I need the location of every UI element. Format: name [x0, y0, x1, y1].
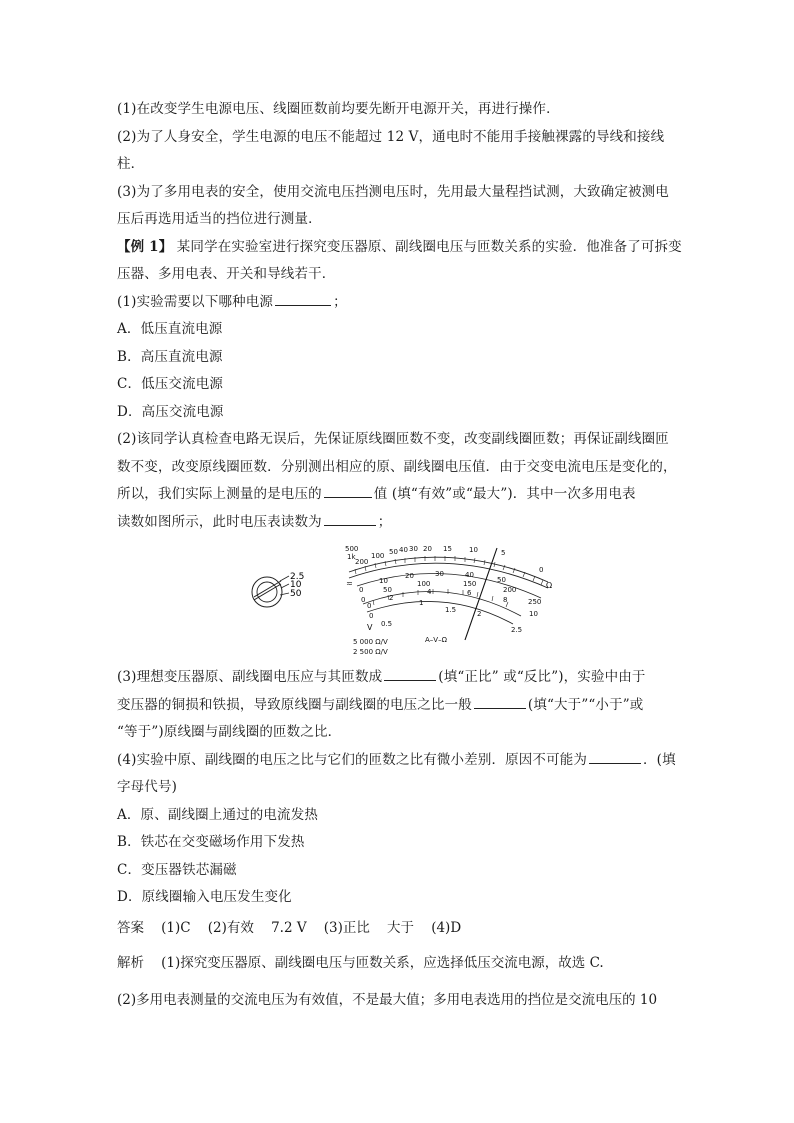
ohm-tick-label: 100	[371, 552, 385, 560]
ohm-tick-label: 40	[399, 546, 408, 554]
dial-label-10: 10	[290, 580, 302, 590]
ohm-tick-label: 5	[501, 549, 506, 557]
scale-label: 2	[389, 594, 394, 602]
scale-label: 10	[379, 577, 388, 585]
answer-blank	[275, 291, 331, 306]
note-1: (1)在改变学生电源电压、线圈匝数前均要先断开电源开关，再进行操作．	[117, 101, 560, 117]
answer-blank	[384, 666, 436, 681]
scale-label: 4	[427, 588, 432, 596]
ohm-unit-symbol: Ω	[546, 581, 553, 590]
ohm-tick-label: 500	[345, 545, 359, 553]
answer-line: 答案 (1)C (2)有效 7.2 V (3)正比 大于 (4)D	[117, 919, 462, 936]
example-intro: 【例 1】 某同学在实验室进行探究变压器原、副线圈电压与匝数关系的实验．他准备了可拆变	[117, 238, 682, 255]
question-2-line-3: 所以，我们实际上测量的是电压的 值 (填“有效”或“最大”)．其中一次多用电表	[117, 481, 682, 509]
option-b: B．高压直流电源	[117, 348, 223, 365]
option-c: C．低压交流电源	[117, 376, 224, 392]
q4-option-c: C．变压器铁芯漏磁	[117, 861, 237, 878]
answer-blank	[324, 483, 372, 498]
ohm-tick-label: 1k	[347, 553, 356, 561]
note-3-cont: 压后再选用适当的挡位进行测量．	[117, 211, 322, 227]
scale-label: 0.5	[381, 620, 393, 628]
option-a: A．低压直流电源	[117, 321, 223, 337]
scale-label: 0	[361, 596, 366, 604]
meter-face	[343, 542, 553, 658]
question-4-line-1: (4)实验中原、副线圈的电压之比与它们的匝数之比有微小差别．原因不可能为 ．(填	[117, 747, 682, 775]
scale-label: 0	[359, 586, 364, 594]
ohm-tick-label: 0	[539, 566, 544, 574]
dial-label-50: 50	[290, 589, 302, 599]
note-2: (2)为了人身安全，学生电源的电压不能超过 12 V，通电时不能用手接触裸露的导线和接线	[117, 128, 665, 145]
scale-label: 2	[477, 610, 482, 618]
maker-label: A–V–Ω	[425, 636, 447, 644]
scale-label: 50	[383, 586, 392, 594]
q4-option-b: B．铁芯在交变磁场作用下发热	[117, 834, 305, 850]
multimeter-figure	[117, 542, 682, 660]
range-selector-dial	[245, 562, 320, 622]
question-2-line-2: 数不变，改变原线圈匝数．分别测出相应的原、副线圈电压值．由于交变电流电压是变化的，	[117, 458, 677, 475]
scale-label: 0	[367, 602, 372, 610]
scale-label: 50	[497, 576, 506, 584]
ohm-tick-label: 10	[469, 546, 478, 554]
scale-label: 250	[528, 598, 542, 606]
dial-label-2-5: 2.5	[290, 572, 305, 582]
analysis-line-1: 解析 (1)探究变压器原、副线圈电压与匝数关系，应选择低压交流电源，故选 C.	[117, 954, 604, 971]
ohm-tick-label: 20	[423, 545, 432, 553]
q4-option-a: A．原、副线圈上通过的电流发热	[117, 806, 318, 823]
scale-label: 150	[463, 580, 477, 588]
spec-label: 2 500 Ω/V	[353, 648, 388, 656]
question-2-line-4: 读数如图所示，此时电压表读数为 ；	[117, 509, 682, 537]
scale-label: 100	[417, 580, 431, 588]
dc-symbol: ≂	[346, 579, 353, 588]
ohm-tick-label: 30	[409, 545, 418, 553]
q4-option-d: D．原线圈输入电压发生变化	[117, 889, 292, 905]
ohm-tick-label: 200	[355, 558, 369, 566]
scale-label: 1.5	[445, 606, 457, 614]
scale-label: 8	[503, 596, 508, 604]
scale-label: 0	[369, 612, 374, 620]
question-4-line-2: 字母代号)	[117, 779, 178, 795]
spec-label: 5 000 Ω/V	[353, 638, 388, 646]
ohm-tick-label: 15	[443, 545, 452, 553]
scale-label: 6	[467, 589, 472, 597]
answer-blank	[474, 694, 526, 709]
option-d: D．高压交流电源	[117, 403, 224, 420]
ohm-tick-label: 50	[389, 548, 398, 556]
analysis-line-2: (2)多用电表测量的交流电压为有效值，不是最大值；多用电表选用的挡位是交流电压的 10	[117, 991, 658, 1008]
scale-label: 200	[503, 586, 517, 594]
note-3: (3)为了多用电表的安全，使用交流电压挡测电压时，先用最大量程挡试测，大致确定被测电	[117, 183, 669, 200]
scale-label: 20	[405, 572, 414, 580]
scale-label: 40	[465, 571, 474, 579]
volt-unit-symbol: V	[367, 623, 373, 632]
example-intro-cont: 压器、多用电表、开关和导线若干．	[117, 266, 336, 282]
note-2-cont: 柱．	[117, 156, 145, 172]
example-tag: 【例 1】	[117, 238, 173, 255]
scale-label: 10	[529, 610, 538, 618]
scale-label: 1	[419, 599, 424, 607]
question-3-line-2: 变压器的铜损和铁损，导致原线圈与副线圈的电压之比一般 (填“大于”“小于”或	[117, 692, 682, 720]
answer-blank	[589, 749, 641, 764]
scale-label: 30	[435, 570, 444, 578]
question-2-line-1: (2)该同学认真检查电路无误后，先保证原线圈匝数不变，改变副线圈匝数；再保证副线圈匝	[117, 431, 669, 447]
question-1: (1)实验需要以下哪种电源 ；	[117, 289, 682, 317]
document-body	[117, 96, 682, 1014]
question-3-line-1: (3)理想变压器原、副线圈电压应与其匝数成 (填“正比” 或“反比”)，实验中由于	[117, 664, 682, 692]
scale-label: 2.5	[511, 626, 523, 634]
answer-blank	[324, 511, 376, 526]
question-3-line-3: “等于”)原线圈与副线圈的匝数之比．	[117, 724, 342, 740]
